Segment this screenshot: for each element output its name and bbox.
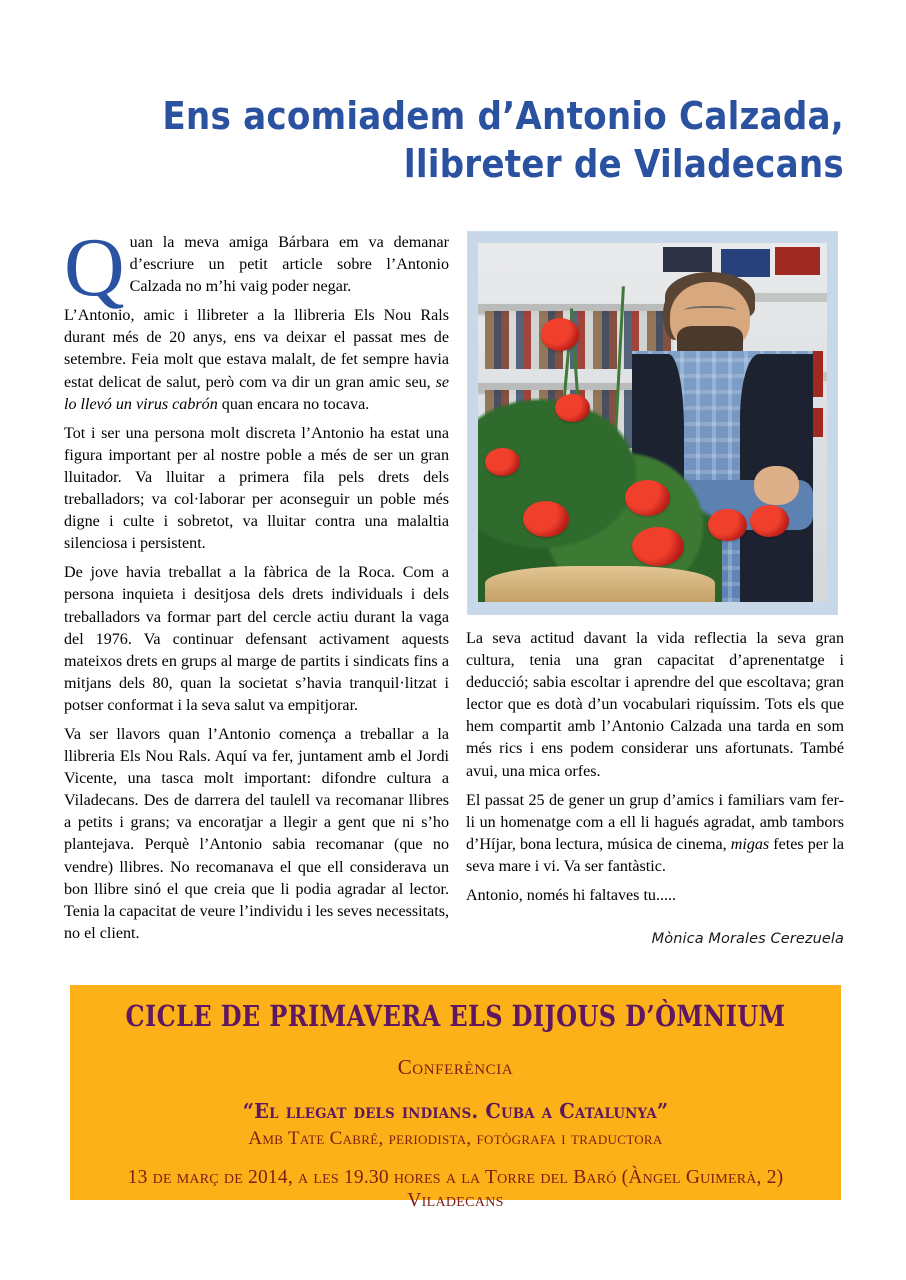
paragraph-6: La seva actitud davant la vida reflectia la seva gran cultura, tenia una gran capacitat d’aprenentatge i deducció; sabia escoltar i aprendre del que escoltava; gran lector que es dotà d’un vocabulari riquíssim. Tots els que hem compartit amb l’Antonio Calzada una tarda en som més rics i ens podem considerar uns afortunats. També avui, una mica orfes.: [466, 630, 844, 780]
article-photo-frame: [467, 231, 838, 615]
person-glasses: [684, 306, 736, 317]
page-title-line-1: Ens acomiadem d’Antonio Calzada,: [162, 94, 844, 138]
person-hand: [754, 466, 799, 505]
page-title: [62, 92, 844, 188]
rose-8: [750, 505, 788, 537]
advert-event-title: “El llegat dels indians. Cuba a Catalunya”: [242, 1099, 669, 1123]
paragraph-2-emphasis: se lo llevó un virus cabrón: [64, 373, 449, 413]
advert-datetime-venue: 13 de març de 2014, a les 19.30 hores a la Torre del Baró (Àngel Guimerà, 2): [127, 1167, 784, 1188]
rose-6: [632, 527, 684, 566]
paragraph-2-part-a: L’Antonio, amic i llibreter a la llibreria Els Nou Rals durant més de 20 anys, ens va deixar el passat mes de setembre. Feia molt que estava malalt, de fet sempre havia estat delicat de salut, però com va dir un gran amic seu,: [64, 307, 449, 391]
paragraph-7-part-b: fetes per la seva mare i vi. Va ser fantàstic.: [466, 835, 844, 875]
paragraph-3: Tot i ser una persona molt discreta l’Antonio ha estat una figura important per al nostre poble a més de ser un gran lluitador. Va lluitar a primera fila pels drets dels treballadors; va col·laborar per aconseguir un poble més digne i culte i sobretot, va lluitar contra una malaltia silenciosa i persistent.: [64, 424, 449, 553]
rose-4: [523, 501, 568, 537]
page-title-line-2: llibreter de Viladecans: [403, 142, 844, 186]
rose-3: [485, 448, 520, 477]
advert-box: [70, 985, 841, 1211]
advert-heading: CICLE DE PRIMAVERA ELS DIJOUS D’ÒMNIUM: [125, 999, 786, 1033]
paragraph-2: [64, 305, 449, 415]
advert-event-kind: Conferència: [397, 1055, 514, 1079]
paragraph-2-part-b: quan encara no tocava.: [217, 395, 370, 413]
article-right-column: [466, 628, 844, 907]
paragraph-8: Antonio, només hi faltaves tu.....: [466, 887, 677, 905]
paragraph-7-part-a: El passat 25 de gener un grup d’amics i familiars vam fer-li un homenatge com a ell li hagués agradat, amb tambors d’Híjar, bona lectura, música de cinema,: [466, 791, 844, 853]
article-photo: [478, 243, 827, 602]
rose-2: [555, 394, 590, 423]
advert-city: Viladecans: [407, 1190, 504, 1211]
rose-1: [541, 318, 579, 350]
article-left-column: [64, 221, 449, 945]
rose-7: [708, 509, 746, 541]
article-byline: Mònica Morales Cerezuela: [651, 931, 844, 947]
shop-poster-dark: [663, 247, 712, 272]
advert-speaker: Amb Tate Cabré, periodista, fotògrafa i traductora: [248, 1128, 663, 1149]
shop-poster-red: [775, 247, 820, 276]
paragraph-4: De jove havia treballat a la fàbrica de la Roca. Com a persona inquieta i desitjosa dels drets individuals i dels treballadors va formar part del cercle actiu durant la vaga del 1976. Va continuar defensant activament aquests mateixos drets en grups al marge de partits i sindicats fins a mitjans dels 80, quan la societat s’havia tranquil·litzat i potser conformat i la seva salut va empitjorar.: [64, 564, 449, 714]
drop-cap: Q: [64, 221, 125, 314]
paragraph-intro-text: uan la meva amiga Bárbara em va demanar d’escriure un petit article sobre l’Antonio Calzada no m’hi vaig poder negar.: [129, 234, 449, 296]
paragraph-7: [466, 790, 844, 878]
flower-basket: [485, 566, 715, 602]
paragraph-7-emphasis: migas: [730, 835, 770, 853]
rose-5: [625, 480, 670, 516]
paragraph-intro: [64, 221, 449, 314]
paragraph-5: Va ser llavors quan l’Antonio comença a treballar a la llibreria Els Nou Rals. Aquí va fer, juntament amb el Jordi Vicente, una tasca molt important: difondre cultura a Viladecans. Des de darrera del taulell va recomanar llibres a petits i grans; va encoratjar a llegir a gent que ni s’ho plantejava. Perquè l’Antonio sabia recomanar (que no vendre) llibres. No recomanava el que ell considerava un bon llibre sinó el que creia que li podia agradar al lector. Tenia la capacitat de veure l’individu i les seves necessitats, no el client.: [64, 725, 449, 942]
